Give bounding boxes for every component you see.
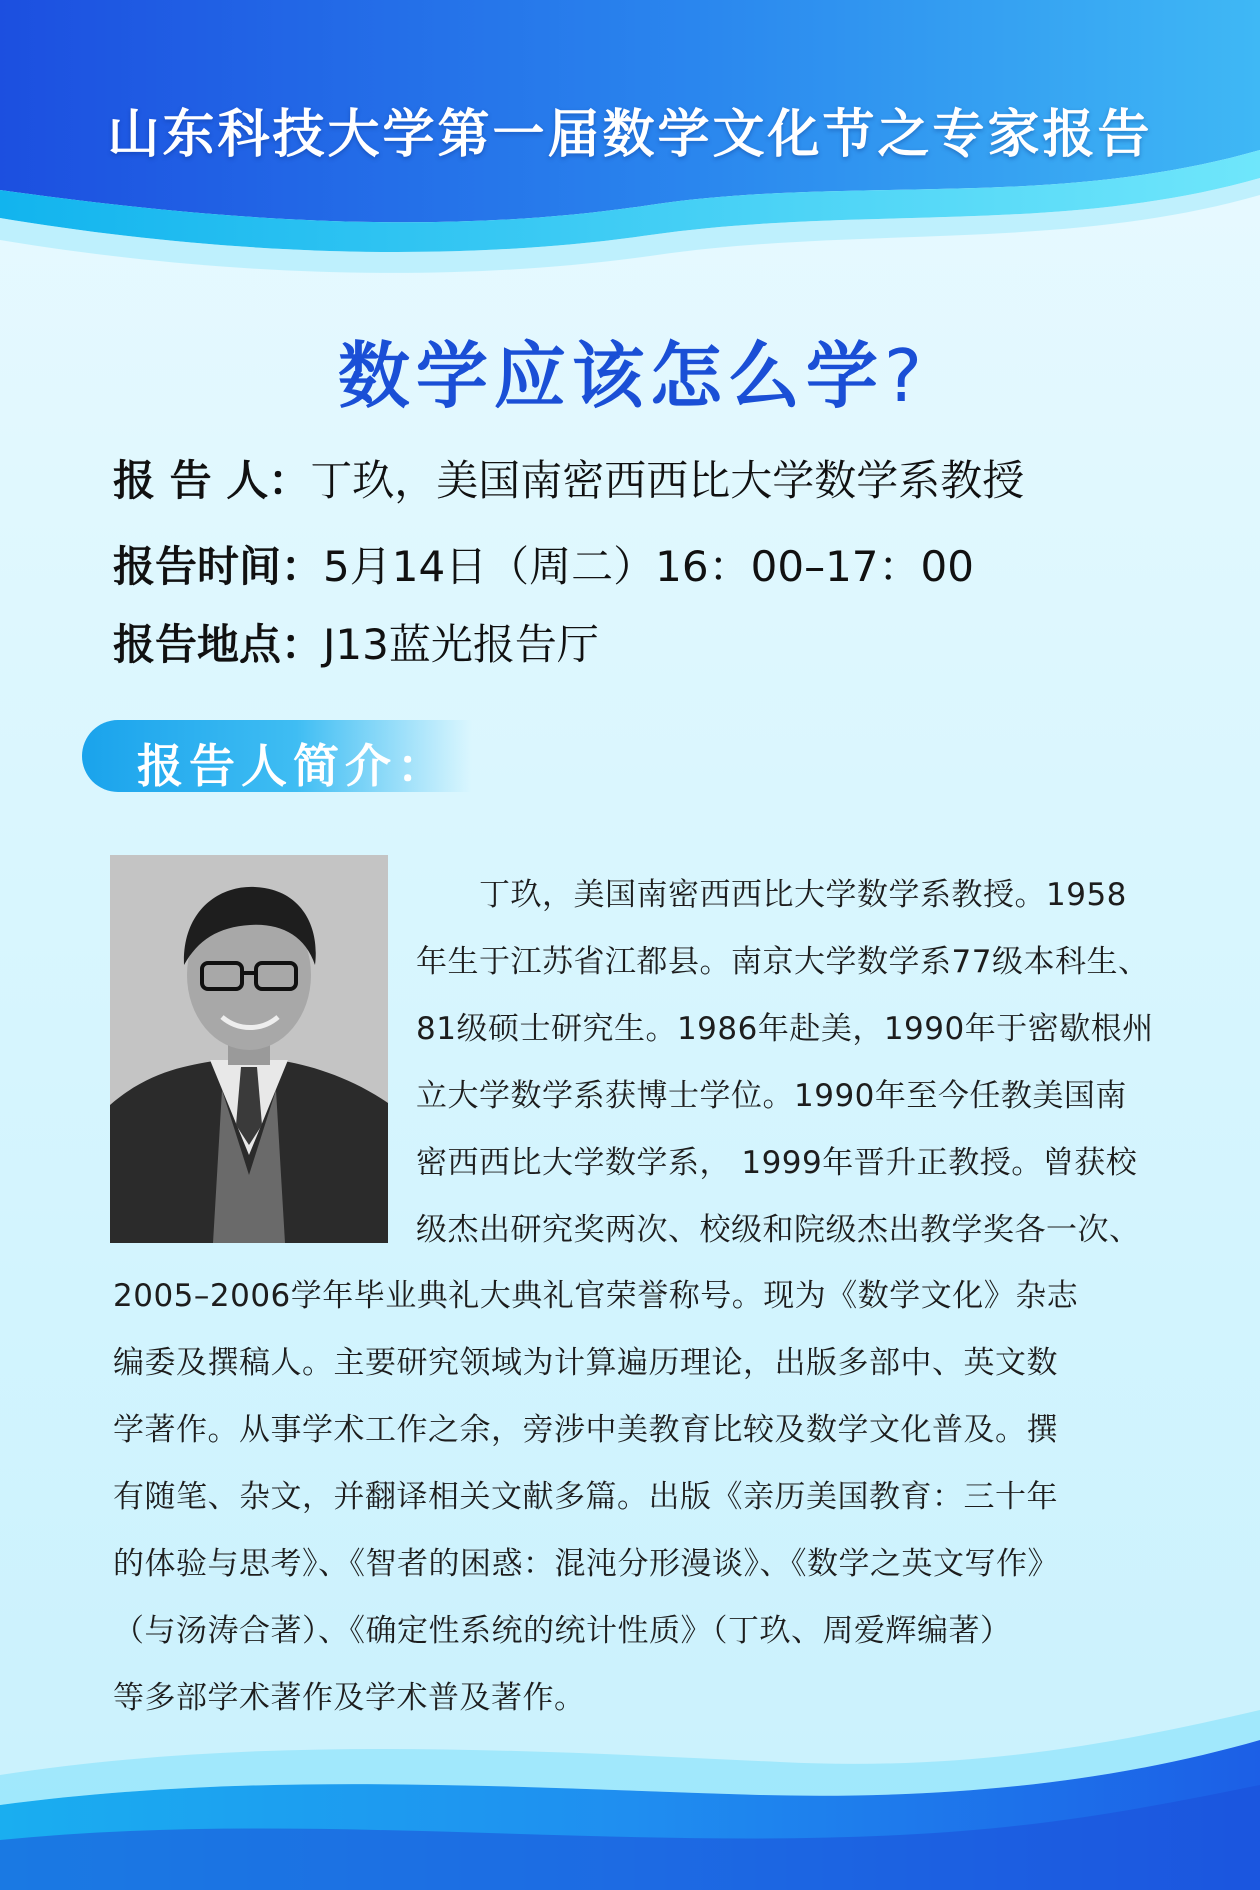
bio-line: 级杰出研究奖两次、校级和院级杰出教学奖各一次、 [416, 1212, 1141, 1248]
bio-line: 等多部学术著作及学术普及著作。 [113, 1680, 586, 1716]
speaker-portrait [110, 855, 388, 1243]
bio-section-title: 报告人简介： [137, 739, 449, 793]
venue-label: 报告地点： [113, 620, 324, 669]
talk-title-text: 数学应该怎么学 [337, 334, 884, 418]
talk-title [0, 318, 1260, 422]
info-venue-row [113, 612, 599, 672]
time-value: 5月14日（周二）16：00–17：00 [323, 542, 974, 591]
bio-line: 密西西比大学数学系， 1999年晋升正教授。曾获校 [416, 1145, 1138, 1181]
bio-section-tab [82, 720, 472, 792]
speaker-value: 丁玖，美国南密西西比大学数学系教授 [310, 456, 1025, 505]
bio-line: 81级硕士研究生。1986年赴美，1990年于密歇根州 [416, 1011, 1154, 1047]
speaker-label: 报 告 人： [113, 456, 311, 505]
bio-line: 的体验与思考》、《智者的困惑：混沌分形漫谈》、《数学之英文写作》 [113, 1546, 1059, 1582]
time-label: 报告时间： [113, 542, 324, 591]
bio-line: 有随笔、杂文，并翻译相关文献多篇。出版《亲历美国教育：三十年 [113, 1479, 1058, 1515]
bio-line: （与汤涛合著）、《确定性系统的统计性质》（丁玖、周爱辉编著） [113, 1613, 1012, 1649]
bio-text-indented [416, 862, 1166, 1264]
bio-text-full [113, 1263, 1163, 1732]
bio-line: 丁玖，美国南密西西比大学数学系教授。1958 [416, 877, 1127, 913]
bio-line: 立大学数学系获博士学位。1990年至今任教美国南 [416, 1078, 1127, 1114]
bio-line: 编委及撰稿人。主要研究领域为计算遍历理论，出版多部中、英文数 [113, 1345, 1058, 1381]
info-speaker-row [113, 448, 1024, 508]
footer-wave-banner [0, 1700, 1260, 1890]
portrait-illustration [110, 855, 388, 1243]
talk-title-question-mark: ? [883, 334, 923, 418]
bio-line: 年生于江苏省江都县。南京大学数学系77级本科生、 [416, 944, 1150, 980]
venue-value: J13蓝光报告厅 [323, 620, 599, 669]
info-time-row [113, 534, 974, 594]
bio-line: 学著作。从事学术工作之余，旁涉中美教育比较及数学文化普及。撰 [113, 1412, 1058, 1448]
bio-line: 2005–2006学年毕业典礼大典礼官荣誉称号。现为《数学文化》杂志 [113, 1278, 1079, 1314]
festival-title: 山东科技大学第一届数学文化节之专家报告 [107, 105, 1153, 165]
